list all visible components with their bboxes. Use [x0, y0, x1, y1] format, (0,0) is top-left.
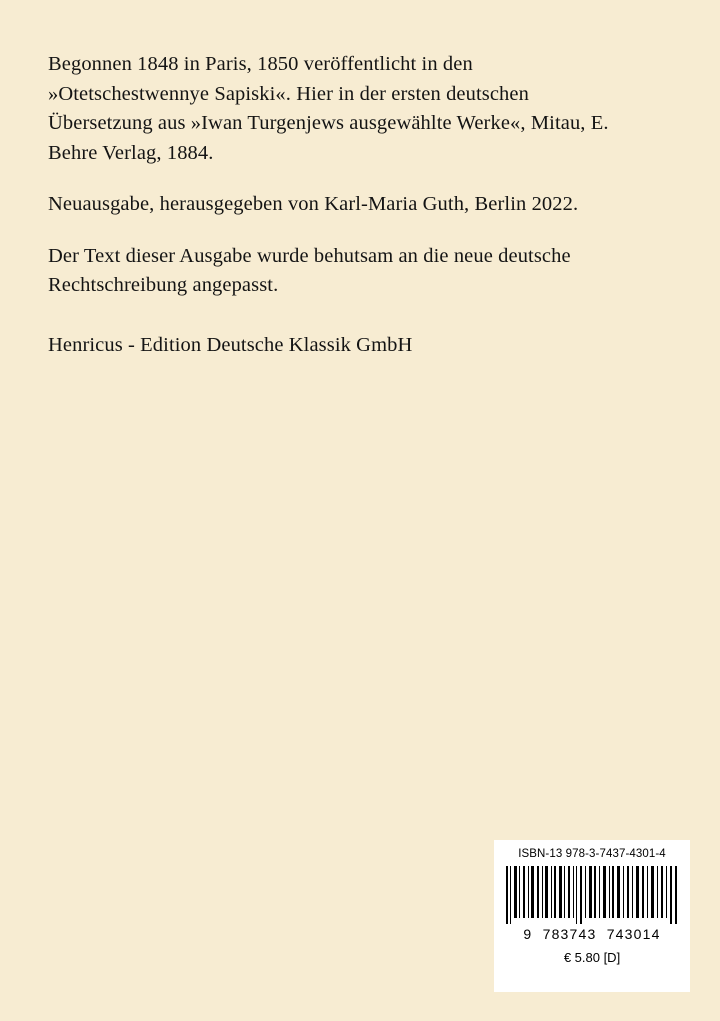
barcode-digit-group-1: 783743 [542, 926, 597, 942]
colophon-text-block [48, 50, 638, 360]
barcode-digit-group-2: 743014 [606, 926, 661, 942]
publication-history-paragraph: Begonnen 1848 in Paris, 1850 veröffentlicht in den »Otetschestwennye Sapiski«. Hier in der ersten deutschen Übersetzung aus »Iwan Turgenjews ausgewählte Werke«, Mitau, E. Behre Verlag, 1884. [48, 53, 609, 164]
isbn-label: ISBN-13 978-3-7437-4301-4 [518, 848, 666, 860]
orthography-paragraph: Der Text dieser Ausgabe wurde behutsam an die neue deutsche Rechtschreibung angepasst. [48, 244, 571, 297]
barcode-block [494, 840, 690, 992]
edition-paragraph: Neuausgabe, herausgegeben von Karl-Maria Guth, Berlin 2022. [48, 193, 579, 216]
barcode-digits [523, 926, 660, 942]
publisher-imprint: Henricus - Edition Deutsche Klassik GmbH [48, 333, 413, 356]
barcode-bars [506, 866, 678, 924]
price-label: € 5.80 [D] [563, 950, 621, 965]
barcode-digit-prefix: 9 [523, 926, 533, 942]
